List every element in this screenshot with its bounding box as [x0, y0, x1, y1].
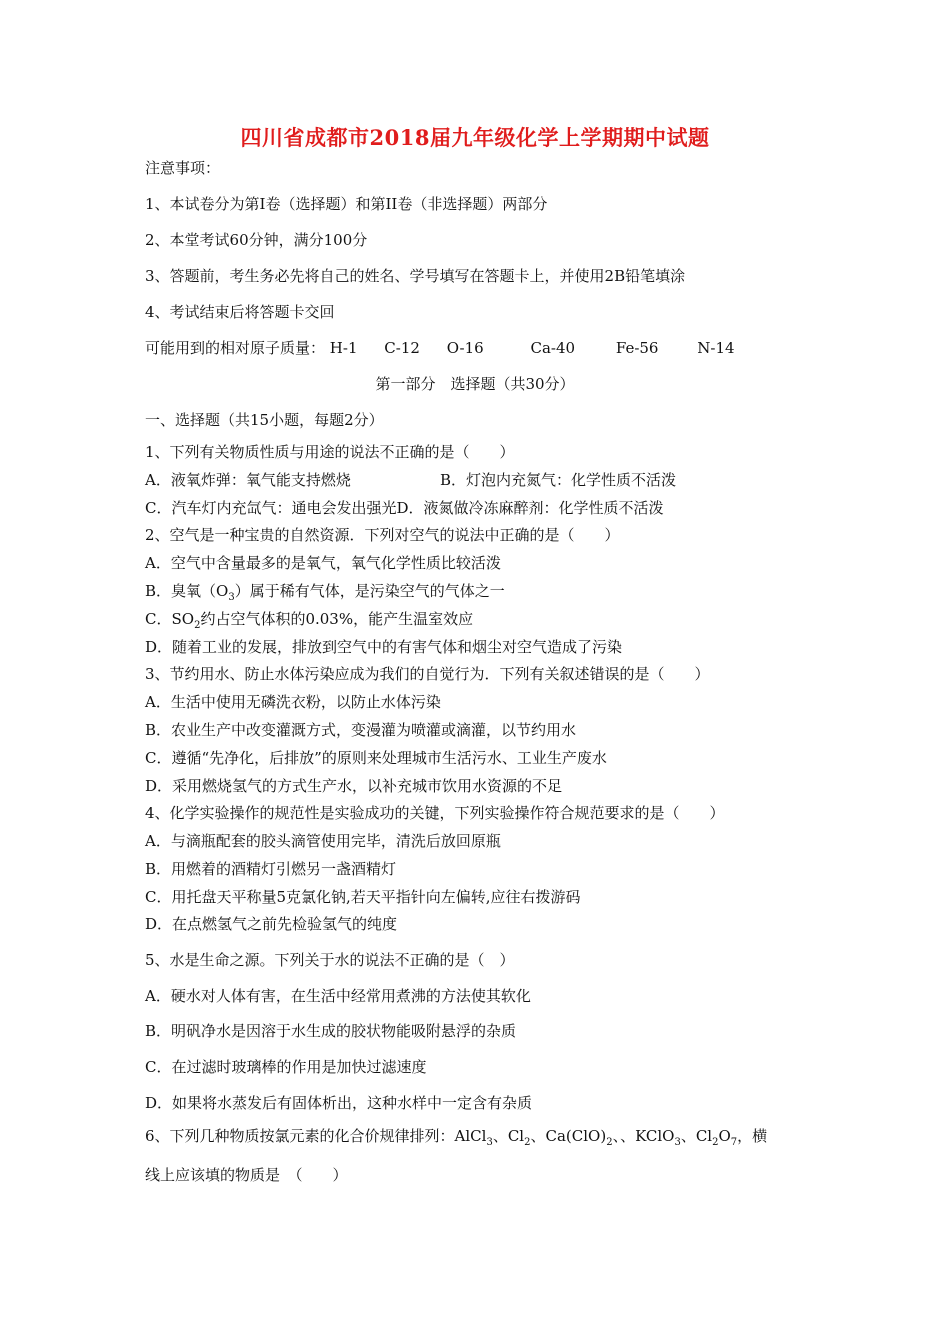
atomic-mass-label: 可能用到的相对原子质量： — [145, 339, 326, 357]
option-text: ）属于稀有气体，是污染空气的气体之一 — [234, 582, 505, 600]
stem-text: 、、KClO — [612, 1127, 675, 1145]
stem-text: 6、下列几种物质按氯元素的化合价规律排列：AlCl — [145, 1127, 487, 1145]
question-6-stem-line2: 线上应该填的物质是 （ ） — [145, 1166, 348, 1184]
subscript: 7 — [730, 1137, 738, 1148]
atomic-mass-value: Ca-40 — [530, 339, 576, 357]
option-text: B．臭氧（O — [145, 582, 229, 600]
stem-text: 、Ca(ClO) — [530, 1127, 607, 1145]
option-b: B．用燃着的酒精灯引燃另一盏酒精灯 — [145, 860, 397, 878]
subscript: 2 — [712, 1137, 719, 1148]
subscript: 2 — [194, 620, 201, 631]
option-d: D．随着工业的发展，排放到空气中的有害气体和烟尘对空气造成了污染 — [145, 638, 623, 656]
section-heading: 一、选择题（共15小题，每题2分） — [145, 411, 384, 429]
option-b — [145, 581, 505, 601]
exam-title: 四川省成都市2018届九年级化学上学期期中试题 — [240, 125, 710, 150]
note-item: 4、考试结束后将答题卡交回 — [145, 303, 335, 321]
option-a: A．空气中含量最多的是氧气，氧气化学性质比较活泼 — [145, 554, 501, 572]
option-c: C．用托盘天平称量5克氯化钠,若天平指针向左偏转,应往右拨游码 — [145, 888, 581, 906]
question-6-stem — [145, 1126, 767, 1146]
question-4-stem: 4、化学实验操作的规范性是实验成功的关键，下列实验操作符合规范要求的是（ ） — [145, 804, 725, 822]
subscript: 3 — [674, 1137, 681, 1148]
option-b: B．灯泡内充氮气：化学性质不活泼 — [440, 471, 677, 489]
option-text: C．SO — [145, 610, 195, 628]
option-c: C．汽车灯内充氙气：通电会发出强光 — [145, 499, 397, 517]
notes-heading: 注意事项： — [145, 159, 221, 177]
stem-text: 、Cl — [680, 1127, 713, 1145]
option-c — [145, 609, 473, 629]
note-item: 2、本堂考试60分钟，满分100分 — [145, 231, 368, 249]
atomic-mass-value: C-12 — [384, 339, 420, 357]
atomic-mass-value: H-1 — [329, 339, 358, 357]
atomic-mass-value: O-16 — [446, 339, 484, 357]
option-a: A．液氧炸弹：氧气能支持燃烧 — [145, 471, 351, 489]
question-3-stem: 3、节约用水、防止水体污染应成为我们的自觉行为．下列有关叙述错误的是（ ） — [145, 665, 710, 683]
question-2-stem: 2、空气是一种宝贵的自然资源．下列对空气的说法中正确的是（ ） — [145, 526, 620, 544]
part-one-heading: 第一部分 选择题（共30分） — [375, 375, 575, 393]
option-text: 约占空气体积的0.03%，能产生温室效应 — [200, 610, 474, 628]
subscript: 2 — [524, 1137, 531, 1148]
subscript: 3 — [486, 1137, 493, 1148]
option-b: B．农业生产中改变灌溉方式，变漫灌为喷灌或滴灌，以节约用水 — [145, 721, 577, 739]
option-b: B．明矾净水是因溶于水生成的胶状物能吸附悬浮的杂质 — [145, 1022, 517, 1040]
question-1-options-ab — [145, 470, 676, 490]
option-c: C．遵循“先净化，后排放”的原则来处理城市生活污水、工业生产废水 — [145, 749, 607, 767]
question-1-options-cd — [145, 498, 664, 518]
stem-text: 、Cl — [492, 1127, 525, 1145]
option-a: A．与滴瓶配套的胶头滴管使用完毕，清洗后放回原瓶 — [145, 832, 501, 850]
atomic-mass-value: N-14 — [697, 339, 735, 357]
option-a: A．硬水对人体有害，在生活中经常用煮沸的方法使其软化 — [145, 987, 531, 1005]
option-c: C．在过滤时玻璃棒的作用是加快过滤速度 — [145, 1058, 427, 1076]
question-1-stem: 1、下列有关物质性质与用途的说法不正确的是（ ） — [145, 443, 515, 461]
atomic-mass-line — [145, 338, 735, 358]
subscript: 3 — [228, 592, 235, 603]
atomic-mass-value: Fe-56 — [615, 339, 659, 357]
option-d: D．液氮做冷冻麻醉剂：化学性质不活泼 — [396, 499, 664, 517]
note-item: 1、本试卷分为第Ⅰ卷（选择题）和第II卷（非选择题）两部分 — [145, 195, 548, 213]
option-d: D．在点燃氢气之前先检验氢气的纯度 — [145, 915, 398, 933]
subscript: 2 — [606, 1137, 613, 1148]
question-5-stem: 5、水是生命之源。下列关于水的说法不正确的是（ ） — [145, 951, 515, 969]
stem-text: O — [718, 1127, 731, 1145]
option-d: D．采用燃烧氢气的方式生产水，以补充城市饮用水资源的不足 — [145, 777, 563, 795]
option-d: D．如果将水蒸发后有固体析出，这种水样中一定含有杂质 — [145, 1094, 533, 1112]
note-item: 3、答题前，考生务必先将自己的姓名、学号填写在答题卡上，并使用2B铅笔填涂 — [145, 267, 686, 285]
option-a: A．生活中使用无磷洗衣粉，以防止水体污染 — [145, 693, 441, 711]
stem-text: ，横 — [737, 1127, 768, 1145]
